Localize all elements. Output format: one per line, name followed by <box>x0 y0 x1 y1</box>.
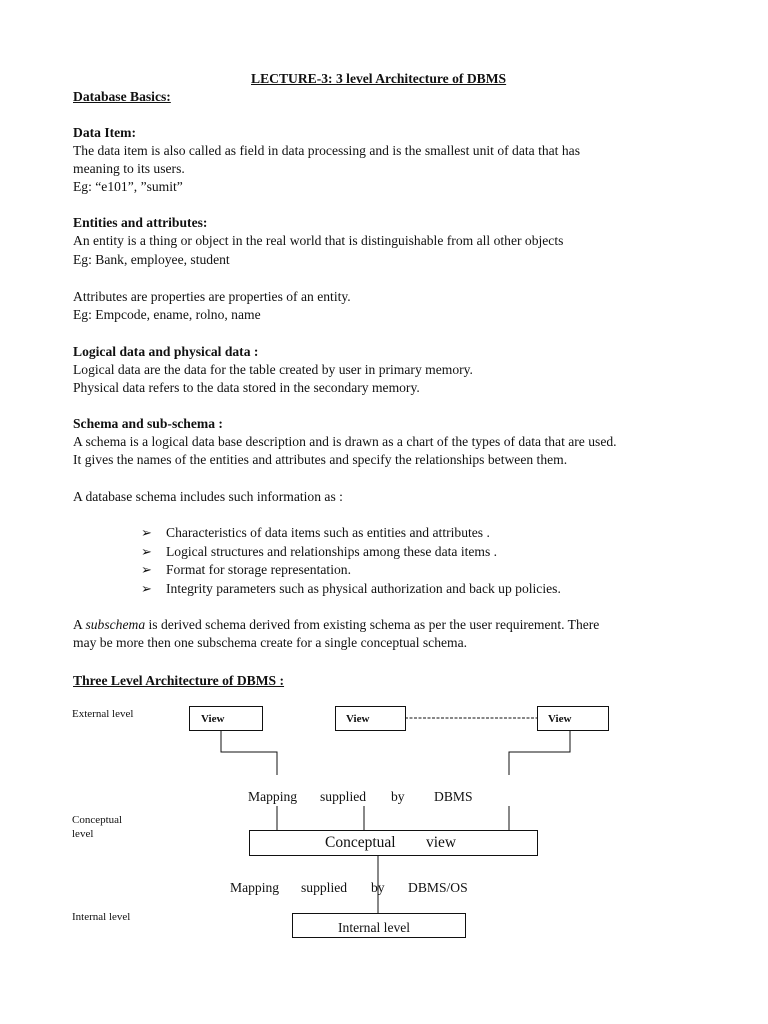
mapping-word: Mapping <box>230 880 280 895</box>
paragraph-line: Logical data are the data for the table created by user in primary memory. <box>73 362 473 377</box>
mapping-word: supplied <box>320 789 367 804</box>
internal-level-text: Internal level <box>338 920 411 935</box>
connector-left <box>221 730 277 775</box>
page-title: LECTURE-3: 3 level Architecture of DBMS <box>251 71 507 86</box>
view-label: View <box>346 713 370 725</box>
schema-heading: Schema and sub-schema : <box>73 416 223 431</box>
external-level-label: External level <box>72 708 134 720</box>
bullet-item: Characteristics of data items such as entities and attributes . <box>166 525 490 540</box>
mapping-word: supplied <box>301 880 348 895</box>
paragraph-line: Attributes are properties are properties of an entity. <box>73 289 351 304</box>
bullet-arrow-icon: ➢ <box>141 581 152 596</box>
connector-right <box>509 730 570 775</box>
mapping-word: Mapping <box>248 789 298 804</box>
internal-level-label: Internal level <box>72 911 131 923</box>
architecture-heading: Three Level Architecture of DBMS : <box>73 673 285 688</box>
paragraph-line: meaning to its users. <box>73 161 185 176</box>
mapping-word: by <box>391 789 405 804</box>
bullet-arrow-icon: ➢ <box>141 562 152 577</box>
text: A <box>73 617 86 632</box>
bullet-item: Format for storage representation. <box>166 562 351 577</box>
data-item-heading: Data Item: <box>73 125 137 140</box>
mapping-word: DBMS/OS <box>408 880 468 895</box>
paragraph-line: An entity is a thing or object in the real world that is distinguishable from all other objects <box>73 233 564 248</box>
view-label: View <box>201 713 225 725</box>
internal-level-box <box>292 913 466 938</box>
bullet-arrow-icon: ➢ <box>141 525 152 540</box>
conceptual-level-label: level <box>72 828 94 840</box>
conceptual-view-word: view <box>426 834 457 851</box>
entities-heading: Entities and attributes: <box>73 215 208 230</box>
paragraph-line: Eg: “e101”, ”sumit” <box>73 179 183 194</box>
paragraph-line: A database schema includes such information as : <box>73 489 343 504</box>
conceptual-view-box <box>249 830 538 856</box>
view-box <box>537 706 609 731</box>
paragraph-line: It gives the names of the entities and attributes and specify the relationships between them. <box>73 452 568 467</box>
mapping-word: by <box>371 880 385 895</box>
subschema-term: subschema <box>85 617 146 632</box>
text: is derived schema derived from existing schema as per the user requirement. There <box>145 617 600 632</box>
conceptual-view-word: Conceptual <box>325 834 396 851</box>
view-label: View <box>548 713 572 725</box>
view-box <box>335 706 406 731</box>
bullet-item: Integrity parameters such as physical authorization and back up policies. <box>166 581 561 596</box>
bullet-item: Logical structures and relationships among these data items . <box>166 544 498 559</box>
paragraph-line: A schema is a logical data base description and is drawn as a chart of the types of data that are used. <box>73 434 617 449</box>
paragraph-line: Eg: Empcode, ename, rolno, name <box>73 307 261 322</box>
paragraph-line: Eg: Bank, employee, student <box>73 252 230 267</box>
section-heading: Database Basics: <box>73 89 171 104</box>
mapping-word: DBMS <box>434 789 473 804</box>
view-box <box>189 706 263 731</box>
logical-heading: Logical data and physical data : <box>73 344 259 359</box>
paragraph-line: The data item is also called as field in data processing and is the smallest unit of data that has <box>73 143 580 158</box>
bullet-arrow-icon: ➢ <box>141 544 152 559</box>
paragraph-line: Physical data refers to the data stored in the secondary memory. <box>73 380 420 395</box>
conceptual-level-label: Conceptual <box>72 814 123 826</box>
paragraph-line: may be more then one subschema create for a single conceptual schema. <box>73 635 468 650</box>
